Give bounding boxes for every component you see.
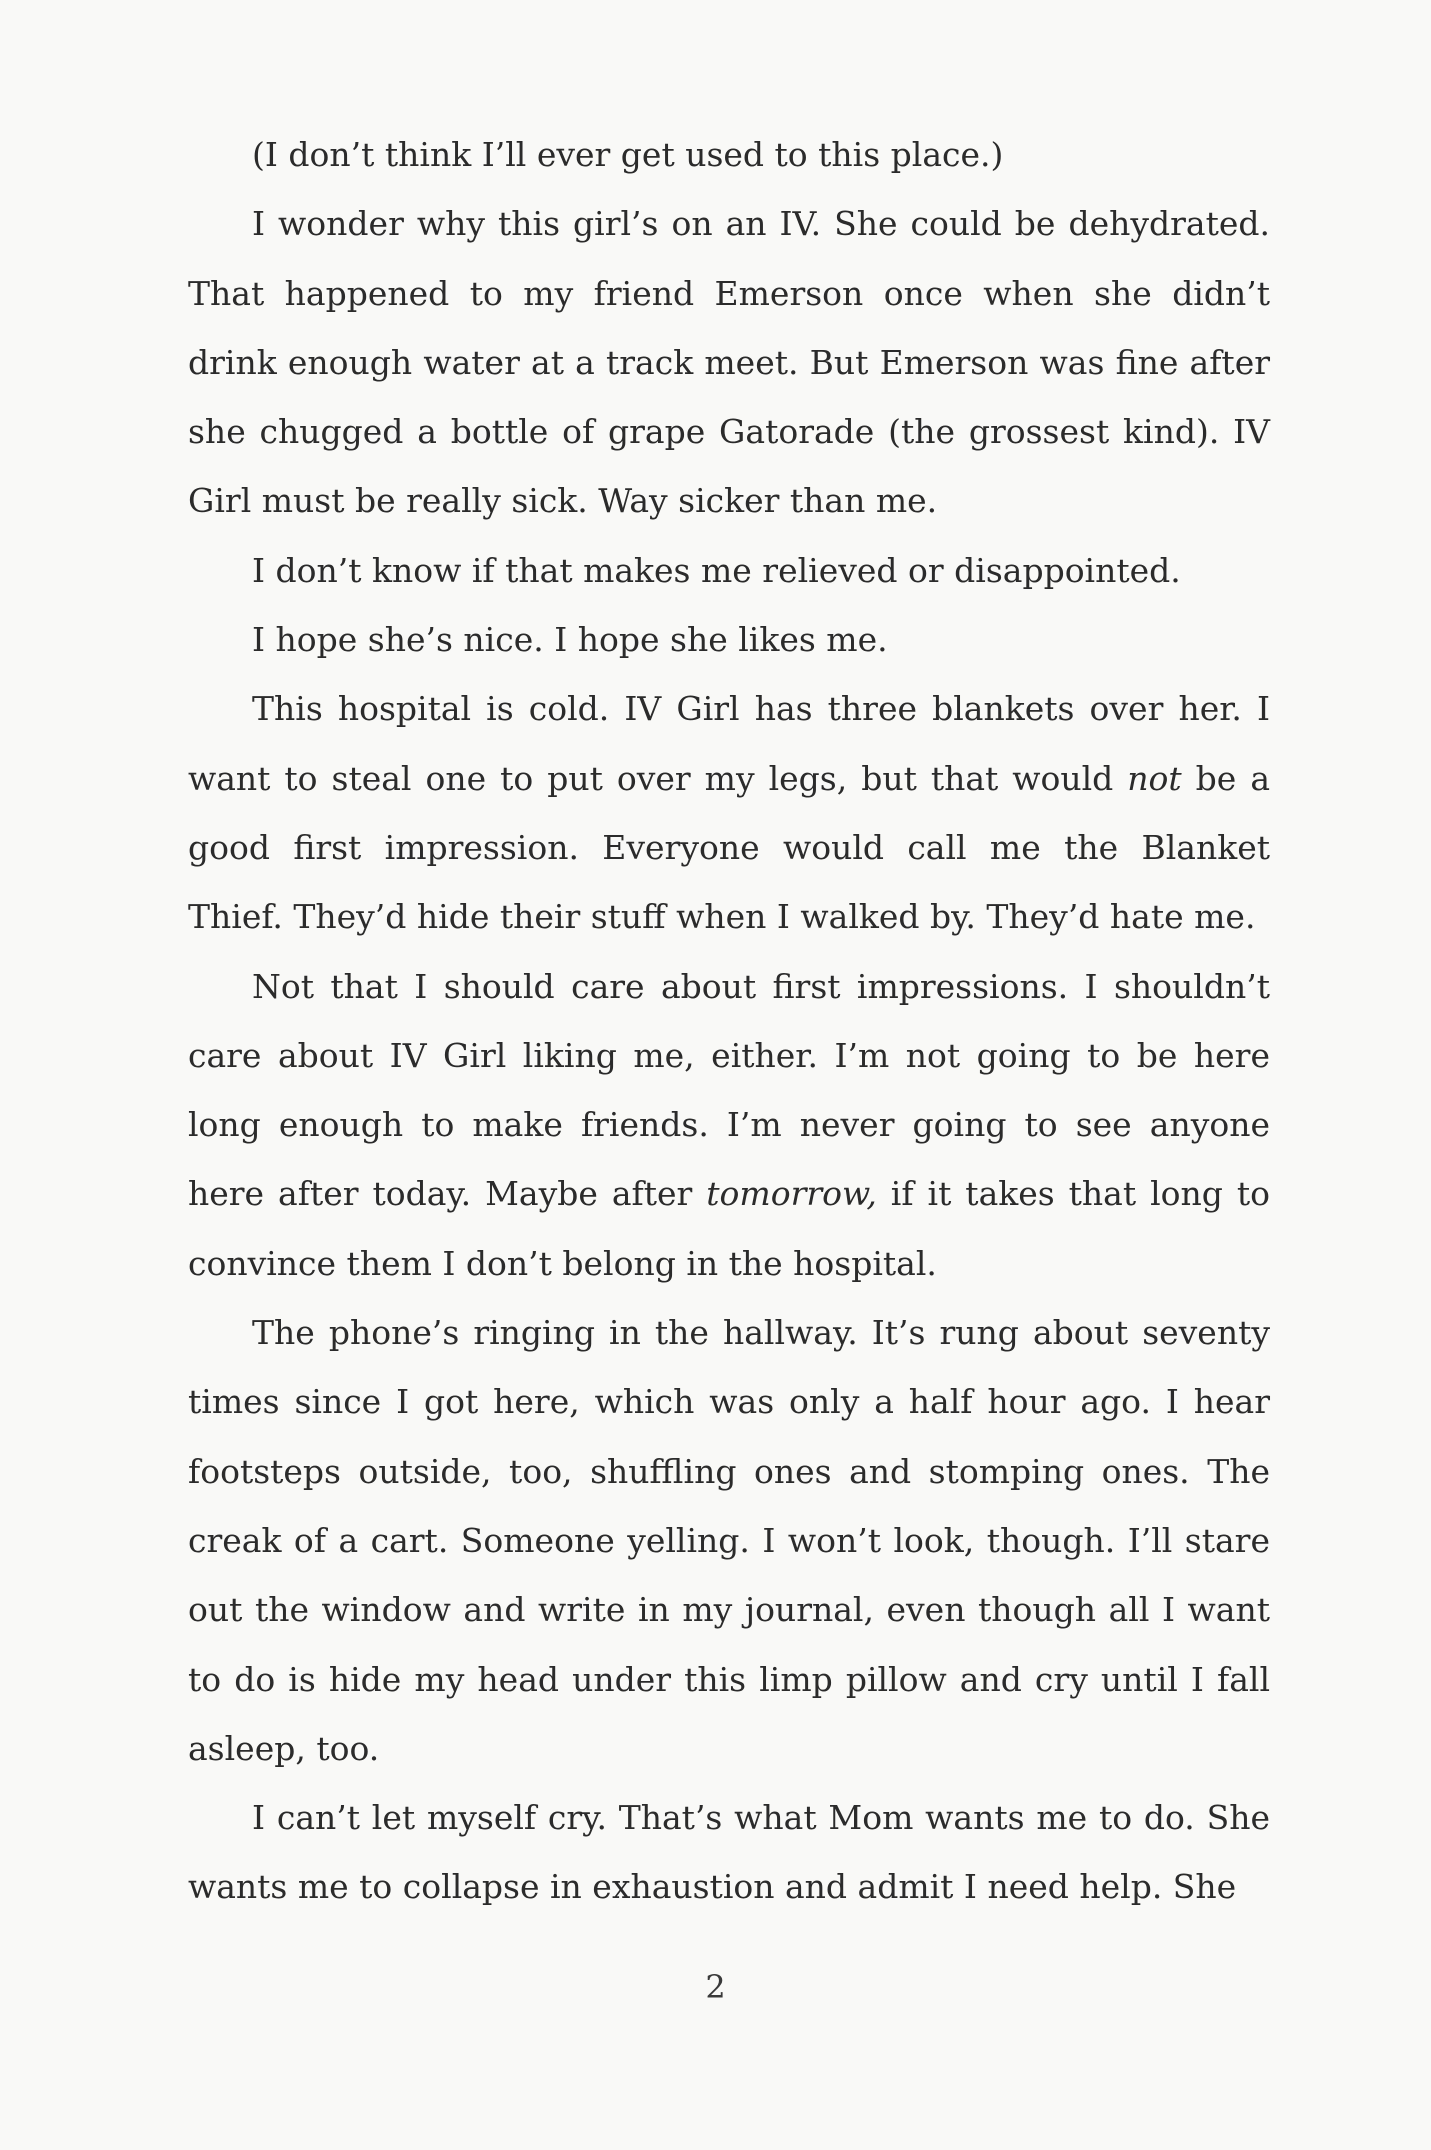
paragraph: The phone’s ringing in the hallway. It’s rung about seventy times since I got here, which was only a half hour ago. I hear footsteps outside, too, shuffling ones and stomping ones. The creak of a cart. Someone yelling. I won’t look, though. I’ll stare out the window and write in my journal, even though all I want to do is hide my head under this limp pillow and cry until I fall asleep, too.	[188, 1313, 1270, 1768]
paragraph: Not that I should care about first impressions. I shouldn’t care about IV Girl liking me, either. I’m not going to be here long enough to make friends. I’m never going to see anyone here after today. Maybe after tomorrow, if it takes that long to convince them I don’t belong in the hospital.	[188, 966, 1270, 1283]
emphasis: tomorrow,	[706, 1174, 877, 1214]
paragraph: (I don’t think I’ll ever get used to this place.)	[252, 135, 1004, 174]
paragraph: I can’t let myself cry. That’s what Mom wants me to do. She wants me to collapse in exhaustion and admit I need help. She	[188, 1798, 1270, 1907]
paragraph: I wonder why this girl’s on an IV. She could be dehydrated. That happened to my friend Emerson once when she didn’t drink enough water at a track meet. But Emerson was fine after she chugged a bottle of grape Gatorade (the grossest kind). IV Girl must be really sick. Way sicker than me.	[188, 204, 1270, 521]
paragraph: I don’t know if that makes me relieved or disappointed.	[252, 550, 1181, 590]
paragraph: This hospital is cold. IV Girl has three blankets over her. I want to steal one to put over my legs, but that would not be a good first impression. Everyone would call me the Blanket Thief. They’d hide their stuff when I walked by. They’d hate me.	[188, 689, 1270, 937]
body-text	[188, 120, 1270, 1922]
page-number: 2	[705, 1968, 726, 2006]
emphasis: not	[1127, 758, 1182, 798]
paragraph: I hope she’s nice. I hope she likes me.	[252, 620, 888, 660]
